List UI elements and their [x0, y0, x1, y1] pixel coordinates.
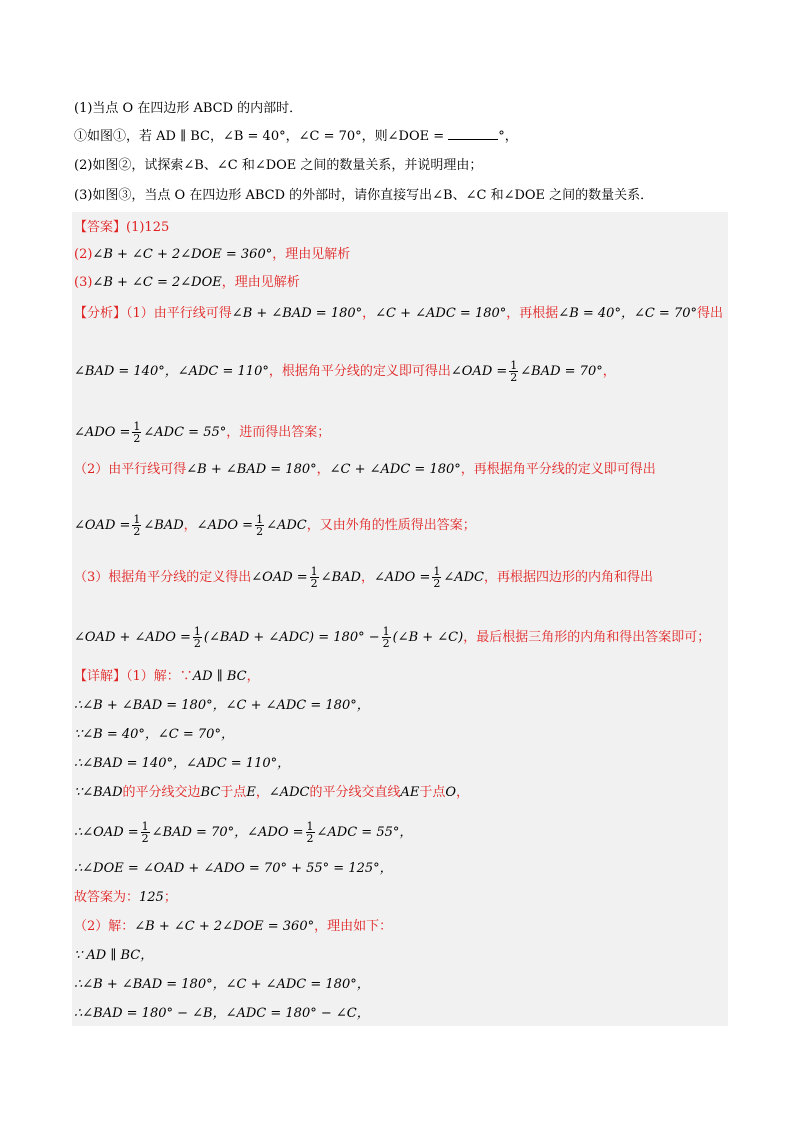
detail-math: E: [246, 785, 256, 800]
analysis-text: ，再根据角平分线的定义即可得出: [460, 462, 656, 477]
detail-line-11: [74, 976, 370, 994]
fraction-half: [509, 360, 518, 383]
fraction-half: [382, 626, 391, 649]
analysis-math: ∠C + ∠ADC = 180°: [329, 462, 461, 477]
fraction-half: [432, 566, 441, 589]
answer-blank: [448, 127, 498, 140]
answer-line-2: [74, 246, 350, 264]
analysis-line-6: [74, 566, 653, 589]
detail-math: ∵∠B = 40°，∠C = 70°，: [74, 727, 234, 742]
detail-math: ∠ADC = 55°，: [316, 825, 413, 840]
answer-text: (1)125: [126, 220, 170, 235]
analysis-math: ∠ADO =: [373, 570, 431, 585]
detail-line-12: [74, 1005, 370, 1023]
fraction-numerator: 1: [306, 820, 314, 833]
analysis-text: ，: [362, 306, 376, 321]
analysis-text: ，: [183, 518, 197, 533]
analysis-math: (∠B + ∠C): [392, 630, 464, 645]
fraction-numerator: 1: [382, 625, 390, 638]
detail-text: 的平分线交直线: [309, 785, 401, 800]
detail-text: 于点: [419, 785, 446, 800]
analysis-text: ，又由外角的性质得出答案；: [306, 518, 476, 533]
analysis-line-3: [74, 421, 330, 444]
fraction-numerator: 1: [133, 513, 141, 526]
answer-math: ∠B + ∠C = 2∠DOE: [92, 275, 222, 290]
analysis-math: ∠ADC: [266, 518, 307, 533]
analysis-line-2: [74, 360, 616, 383]
answer-label: (2): [74, 247, 93, 262]
detail-text: 的平分线交边: [122, 785, 201, 800]
fraction-numerator: 1: [510, 359, 518, 372]
detail-text: ，: [255, 785, 269, 800]
analysis-math: ∠OAD + ∠ADO =: [74, 630, 191, 645]
analysis-text: （1）由平行线可得: [126, 306, 232, 321]
analysis-text: ，再根据四边形的内角和得出: [484, 570, 654, 585]
detail-line-1: [74, 668, 260, 686]
fraction-numerator: 1: [141, 820, 149, 833]
detail-tag: 【详解】: [74, 669, 127, 684]
detail-text: ，: [246, 669, 260, 684]
analysis-math: ∠OAD =: [251, 570, 308, 585]
answer-label: (3): [74, 275, 93, 290]
analysis-text: （3）根据角平分线的定义得出: [74, 570, 252, 585]
fraction-denominator: 2: [193, 637, 201, 650]
fraction-half: [306, 821, 315, 844]
answer-line-3: [74, 274, 300, 292]
fraction-half: [255, 514, 264, 537]
detail-text: （1）解：∵: [126, 669, 193, 684]
answer-tag: 【答案】: [74, 220, 127, 235]
analysis-text: ，: [360, 570, 374, 585]
analysis-text: ，根据角平分线的定义即可得出: [268, 364, 451, 379]
fraction-denominator: 2: [510, 371, 518, 384]
fraction-denominator: 2: [133, 525, 141, 538]
analysis-text: ，: [602, 364, 616, 379]
analysis-line-4: [74, 461, 656, 479]
fraction-denominator: 2: [256, 525, 264, 538]
answer-text: ，理由见解析: [221, 275, 300, 290]
detail-text: （2）解：: [74, 919, 135, 934]
analysis-math: ∠OAD =: [450, 364, 508, 379]
detail-text: 于点: [220, 785, 247, 800]
detail-math: ∴∠OAD =: [74, 825, 139, 840]
analysis-math: ∠C + ∠ADC = 180°: [375, 306, 507, 321]
answer-line-1: [74, 219, 169, 237]
fraction-denominator: 2: [382, 637, 390, 650]
analysis-math: ∠BAD: [143, 518, 184, 533]
analysis-text: ，再根据: [506, 306, 559, 321]
analysis-line-5: [74, 514, 476, 537]
question-part-3: (3)如图③，当点 O 在四边形 ABCD 的外部时，请你直接写出∠B、∠C 和∠DOE 之间的数量关系．: [74, 188, 654, 203]
analysis-line-1: [74, 305, 723, 323]
fraction-numerator: 1: [256, 513, 264, 526]
detail-math: ∵∠BAD: [74, 785, 123, 800]
analysis-text: ，: [316, 462, 330, 477]
detail-line-4: [74, 755, 290, 773]
analysis-math: ∠B + ∠BAD = 180°: [186, 462, 317, 477]
fraction-half: [132, 421, 141, 444]
detail-math: ∠ADC: [268, 785, 310, 800]
detail-line-5: [74, 784, 469, 802]
detail-line-10: [74, 947, 153, 965]
detail-math: AE: [400, 785, 420, 800]
answer-text: ，理由见解析: [272, 247, 351, 262]
analysis-math: (∠BAD + ∠ADC) = 180° −: [203, 630, 380, 645]
detail-math: ∴∠DOE = ∠OAD + ∠ADO = 70° + 55° = 125°，: [74, 861, 393, 876]
detail-line-8: [74, 889, 177, 907]
question-text: °，: [498, 129, 518, 144]
answer-math: ∠B + ∠C + 2∠DOE = 360°: [92, 247, 273, 262]
analysis-text: ，进而得出答案；: [226, 425, 331, 440]
analysis-math: ∠ADO =: [196, 518, 254, 533]
question-part-1-sub: [74, 127, 518, 146]
detail-text: ，: [456, 785, 470, 800]
detail-text: ，理由如下：: [314, 919, 393, 934]
fraction-numerator: 1: [133, 420, 141, 433]
detail-line-9: [74, 918, 392, 936]
detail-math: ∴∠B + ∠BAD = 180°，∠C + ∠ADC = 180°，: [74, 977, 370, 992]
analysis-math: ∠ADO =: [74, 425, 131, 440]
question-part-1: (1)当点 O 在四边形 ABCD 的内部时．: [74, 101, 303, 116]
analysis-math: ∠BAD = 70°: [520, 364, 603, 379]
detail-line-3: [74, 726, 234, 744]
analysis-text: （2）由平行线可得: [74, 462, 187, 477]
analysis-math: ∠B = 40°，∠C = 70°: [558, 306, 697, 321]
fraction-numerator: 1: [310, 565, 318, 578]
analysis-math: ∠BAD: [320, 570, 361, 585]
question-text: ①如图①，若 AD ∥ BC，∠B = 40°，∠C = 70°，则∠DOE =: [74, 129, 449, 144]
fraction-half: [141, 821, 150, 844]
fraction-numerator: 1: [193, 625, 201, 638]
detail-math: ∴∠BAD = 140°，∠ADC = 110°，: [74, 756, 291, 771]
fraction-half: [193, 626, 202, 649]
detail-math: 125: [139, 890, 164, 905]
detail-math: ∴∠B + ∠BAD = 180°，∠C + ∠ADC = 180°，: [74, 698, 370, 713]
fraction-numerator: 1: [433, 565, 441, 578]
fraction-denominator: 2: [310, 577, 318, 590]
analysis-line-7: [74, 626, 710, 649]
detail-math: BC: [200, 785, 221, 800]
fraction-half: [310, 566, 319, 589]
detail-line-7: [74, 860, 393, 878]
analysis-tag: 【分析】: [74, 306, 127, 321]
detail-math: ∴∠BAD = 180° − ∠B，∠ADC = 180° − ∠C，: [74, 1006, 370, 1021]
fraction-denominator: 2: [306, 832, 314, 845]
question-part-2: (2)如图②，试探索∠B、∠C 和∠DOE 之间的数量关系，并说明理由；: [74, 158, 483, 173]
fraction-denominator: 2: [141, 832, 149, 845]
analysis-math: ∠ADC: [443, 570, 484, 585]
fraction-half: [132, 514, 141, 537]
analysis-math: ∠OAD =: [74, 518, 131, 533]
detail-text: ；: [163, 890, 177, 905]
analysis-math: ∠BAD = 140°，∠ADC = 110°: [74, 364, 269, 379]
analysis-text: ，最后根据三角形的内角和得出答案即可；: [463, 630, 711, 645]
detail-line-2: [74, 697, 370, 715]
detail-math: ∠BAD = 70°，∠ADO =: [151, 825, 304, 840]
fraction-denominator: 2: [433, 577, 441, 590]
analysis-text: 得出: [696, 306, 723, 321]
fraction-denominator: 2: [133, 432, 141, 445]
analysis-math: ∠ADC = 55°: [143, 425, 227, 440]
detail-math: AD ∥ BC: [192, 669, 247, 684]
detail-math: O: [445, 785, 457, 800]
detail-line-6: [74, 821, 412, 844]
detail-text: 故答案为：: [74, 890, 140, 905]
detail-math: ∵ AD ∥ BC，: [74, 948, 154, 963]
analysis-math: ∠B + ∠BAD = 180°: [231, 306, 363, 321]
detail-math: ∠B + ∠C + 2∠DOE = 360°: [134, 919, 315, 934]
